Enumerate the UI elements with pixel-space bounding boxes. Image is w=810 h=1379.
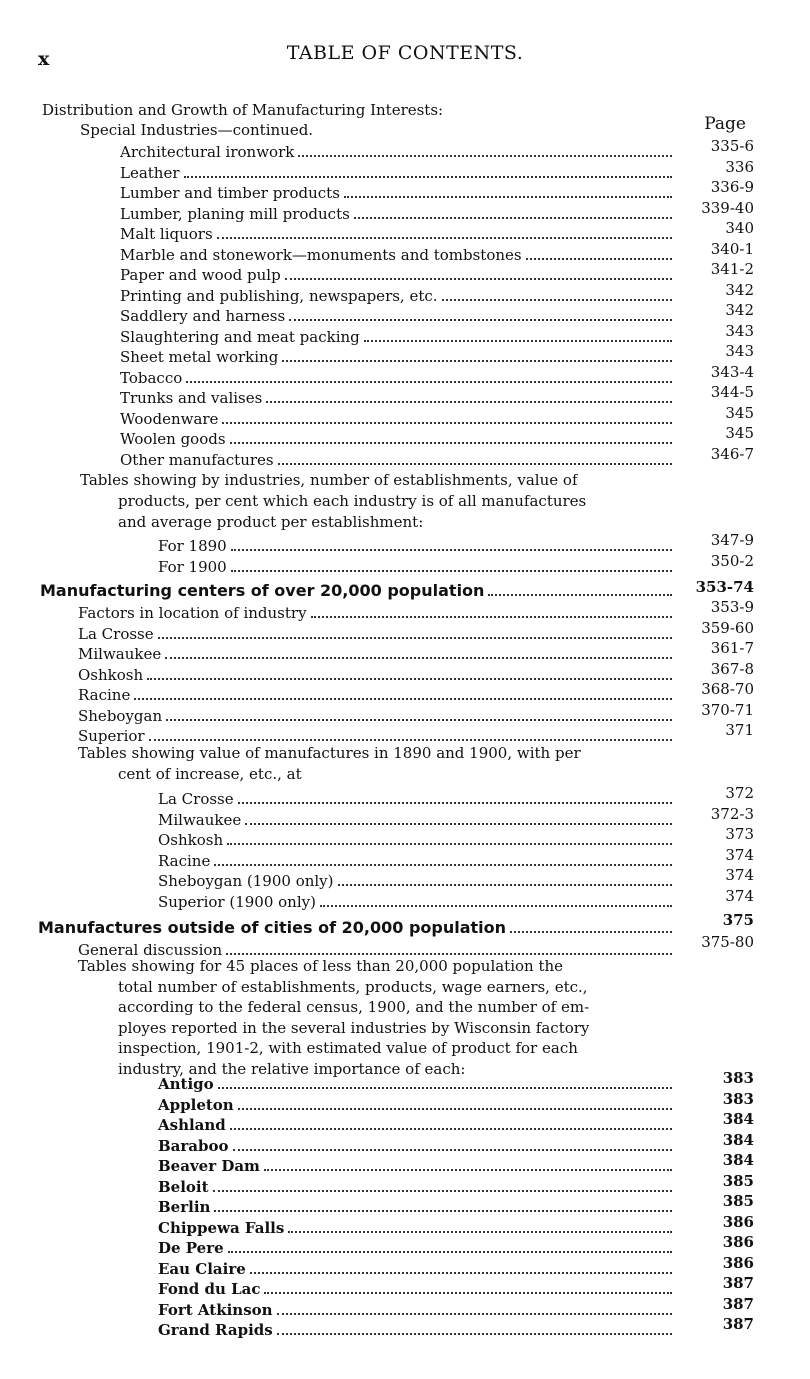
toc-entry-label: Beaver Dam <box>158 1157 260 1175</box>
toc-text-line: Tables showing for 45 places of less than 20,000 population the <box>78 957 564 975</box>
toc-page-number: 375 <box>722 911 754 929</box>
dot-leader <box>364 340 672 342</box>
toc-page-number: 350-2 <box>710 551 754 570</box>
toc-page-number: 385 <box>722 1171 754 1190</box>
toc-page-number: 343 <box>725 342 754 360</box>
dot-leader <box>147 678 672 680</box>
toc-entry <box>78 685 672 705</box>
toc-page-number: 374 <box>725 886 754 905</box>
toc-page-number: 385 <box>722 1192 754 1210</box>
toc-entry-label: Leather <box>120 163 180 182</box>
toc-entry <box>78 706 672 726</box>
toc-text-line: cent of increase, etc., at <box>118 765 302 783</box>
toc-entry <box>158 1177 672 1197</box>
toc-entry <box>158 1279 672 1299</box>
toc-entry <box>158 536 672 556</box>
toc-page-number: 340 <box>725 219 754 237</box>
dot-leader <box>230 1128 672 1130</box>
dot-leader <box>218 1087 672 1089</box>
toc-page-number: 386 <box>722 1233 754 1251</box>
toc-entry-label: For 1890 <box>158 537 227 555</box>
toc-entry-label: Racine <box>158 851 211 870</box>
toc-page-number: 367-8 <box>710 659 754 678</box>
dot-leader <box>214 1210 672 1212</box>
toc-entry <box>158 1095 672 1115</box>
dot-leader <box>311 616 672 618</box>
toc-entry <box>158 830 672 850</box>
toc-entry-label: Appleton <box>158 1095 234 1114</box>
page-number: x <box>38 48 50 70</box>
toc-text-line: ployes reported in the several industries by Wisconsin factory <box>118 1018 590 1037</box>
toc-entry <box>78 624 672 644</box>
toc-entry-label: Ashland <box>158 1116 226 1134</box>
dot-leader <box>186 381 672 383</box>
dot-leader <box>217 237 672 239</box>
toc-page-number: 345 <box>725 424 754 442</box>
dot-leader <box>233 1149 672 1151</box>
toc-entry <box>120 265 672 285</box>
toc-entry <box>120 163 672 183</box>
toc-page-number: 372 <box>725 784 754 802</box>
toc-entry <box>120 245 672 265</box>
toc-page-number: 361-7 <box>710 639 754 657</box>
toc-page-number: 368-70 <box>701 680 754 698</box>
dot-leader <box>228 1251 672 1253</box>
toc-entry <box>158 1156 672 1176</box>
toc-text-line: inspection, 1901-2, with estimated value of product for each <box>118 1039 578 1057</box>
toc-entry <box>120 224 672 244</box>
toc-entry-label: Lumber, planing mill products <box>120 204 350 223</box>
toc-text-line: total number of establishments, products, wage earners, etc., <box>118 977 588 996</box>
toc-entry <box>120 388 672 408</box>
dot-leader <box>230 442 672 444</box>
dot-leader <box>338 884 672 886</box>
dot-leader <box>245 823 672 825</box>
toc-entry <box>158 1136 672 1156</box>
dot-leader <box>226 953 672 955</box>
toc-entry-label: Oshkosh <box>158 831 224 849</box>
toc-page-number: 343-4 <box>710 362 754 381</box>
dot-leader <box>238 1108 672 1110</box>
toc-page-number: 372-3 <box>710 804 754 823</box>
dot-leader <box>488 594 672 596</box>
toc-page-number: 344-5 <box>710 383 754 401</box>
toc-page-number: 374 <box>725 866 754 884</box>
toc-entry <box>78 644 672 664</box>
toc-page-number: 353-74 <box>695 578 754 596</box>
subsection-title: Special Industries—continued. <box>80 121 314 139</box>
dot-leader <box>227 843 672 845</box>
toc-page-number: 359-60 <box>701 618 754 637</box>
toc-page-number: 374 <box>725 845 754 864</box>
toc-page-number: 384 <box>722 1151 754 1169</box>
dot-leader <box>266 401 672 403</box>
toc-entry <box>158 557 672 577</box>
toc-page-number: 375-80 <box>701 933 754 951</box>
toc-entry <box>158 810 672 830</box>
toc-entry <box>158 1238 672 1258</box>
toc-page-number: 340-1 <box>710 239 754 258</box>
dot-leader <box>510 931 672 933</box>
toc-page-number: 343 <box>725 321 754 340</box>
page-column-header: Page <box>704 114 746 134</box>
dot-leader <box>149 739 672 741</box>
toc-page-number: 383 <box>722 1089 754 1108</box>
toc-entry-label: Racine <box>78 686 131 704</box>
dot-leader <box>289 319 672 321</box>
toc-entry <box>78 603 672 623</box>
toc-entry <box>120 409 672 429</box>
toc-entry <box>120 204 672 224</box>
toc-entry <box>120 368 672 388</box>
dot-leader <box>277 1313 672 1315</box>
toc-entry-label: For 1900 <box>158 557 227 576</box>
toc-entry-label: Chippewa Falls <box>158 1218 285 1237</box>
dot-leader <box>526 258 672 260</box>
toc-entry-label: Architectural ironwork <box>120 143 295 161</box>
toc-entry-label: Superior <box>78 727 145 745</box>
toc-entry-label: Printing and publishing, newspapers, etc. <box>120 286 438 305</box>
dot-leader <box>278 463 672 465</box>
toc-text-line: Tables showing value of manufactures in 1890 and 1900, with per <box>78 744 581 762</box>
toc-text-line: and average product per establishment: <box>118 513 424 531</box>
toc-text-line: Tables showing by industries, number of establishments, value of <box>80 471 578 489</box>
dot-leader <box>320 905 672 907</box>
page-header: TABLE OF CONTENTS. <box>286 42 524 64</box>
toc-page-number: 345 <box>725 403 754 422</box>
toc-page-number: 384 <box>722 1130 754 1149</box>
toc-page-number: 387 <box>722 1274 754 1292</box>
dot-leader <box>285 278 672 280</box>
dot-leader <box>158 637 672 639</box>
section-title: Distribution and Growth of Manufacturing Interests: <box>42 101 444 119</box>
toc-entry <box>158 1300 672 1320</box>
dot-leader <box>165 657 672 659</box>
section-heading-centers <box>40 581 672 601</box>
toc-entry <box>158 1218 672 1238</box>
toc-entry-label: Other manufactures <box>120 450 274 469</box>
dot-leader <box>250 1272 672 1274</box>
toc-entry-label: Paper and wood pulp <box>120 266 281 284</box>
dot-leader <box>298 155 672 157</box>
toc-entry-label: Woodenware <box>120 409 219 428</box>
toc-entry <box>120 327 672 347</box>
toc-page-number: 383 <box>722 1069 754 1087</box>
toc-page-number: 386 <box>722 1253 754 1272</box>
toc-page-number: 347-9 <box>710 531 754 549</box>
toc-entry <box>78 665 672 685</box>
toc-text-line: industry, and the relative importance of each: <box>118 1059 466 1078</box>
toc-entry-label: Sheboygan (1900 only) <box>158 872 334 890</box>
toc-page-number: 373 <box>725 825 754 843</box>
toc-entry <box>120 183 672 203</box>
toc-entry <box>120 450 672 470</box>
toc-entry-label: Berlin <box>158 1198 211 1216</box>
toc-entry <box>120 347 672 367</box>
dot-leader <box>238 802 672 804</box>
toc-entry <box>158 1259 672 1279</box>
toc-entry-label: Slaughtering and meat packing <box>120 327 360 346</box>
toc-entry-label: Oshkosh <box>78 665 144 684</box>
toc-page-number: 341-2 <box>710 260 754 278</box>
dot-leader <box>282 360 672 362</box>
dot-leader <box>231 570 672 572</box>
toc-entry-label: Manufacturing centers of over 20,000 population <box>40 581 485 600</box>
toc-entry-label: Woolen goods <box>120 430 226 448</box>
toc-text-line: according to the federal census, 1900, and the number of em- <box>118 998 590 1016</box>
toc-page-number: 342 <box>725 301 754 319</box>
toc-entry-label: Milwaukee <box>158 810 242 829</box>
dot-leader <box>288 1231 672 1233</box>
dot-leader <box>442 299 672 301</box>
toc-entry-label: Manufactures outside of cities of 20,000 population <box>38 918 507 937</box>
toc-entry-label: Grand Rapids <box>158 1321 273 1339</box>
dot-leader <box>214 864 672 866</box>
toc-entry <box>158 1320 672 1340</box>
toc-page-number: 339-40 <box>701 198 754 217</box>
toc-entry-label: Marble and stonework—monuments and tombstones <box>120 245 522 264</box>
toc-entry <box>120 306 672 326</box>
toc-page-number: 387 <box>722 1315 754 1333</box>
toc-entry-label: Antigo <box>158 1075 214 1093</box>
toc-entry-label: Factors in location of industry <box>78 604 307 622</box>
toc-entry-label: Baraboo <box>158 1136 229 1155</box>
toc-entry-label: Saddlery and harness <box>120 307 286 325</box>
dot-leader <box>213 1190 672 1192</box>
toc-entry-label: Malt liquors <box>120 225 213 243</box>
toc-entry-label: Trunks and valises <box>120 389 263 407</box>
toc-entry-label: Beloit <box>158 1177 209 1196</box>
toc-entry-label: Eau Claire <box>158 1259 246 1278</box>
toc-page-number: 387 <box>722 1294 754 1313</box>
dot-leader <box>231 549 672 551</box>
toc-page-number: 384 <box>722 1110 754 1128</box>
toc-entry <box>158 892 672 912</box>
dot-leader <box>264 1292 672 1294</box>
toc-page-number: 335-6 <box>710 137 754 155</box>
dot-leader <box>354 217 672 219</box>
toc-entry-label: General discussion <box>78 941 223 959</box>
toc-entry <box>120 429 672 449</box>
toc-page-number: 370-71 <box>701 700 754 719</box>
dot-leader <box>222 422 672 424</box>
dot-leader <box>134 698 672 700</box>
toc-page-number: 386 <box>722 1212 754 1231</box>
toc-page-number: 336-9 <box>710 178 754 196</box>
toc-entry-label: Sheet metal working <box>120 348 279 366</box>
toc-entry-label: Superior (1900 only) <box>158 892 316 911</box>
toc-page-number: 353-9 <box>710 598 754 616</box>
dot-leader <box>344 196 672 198</box>
toc-page-number: 346-7 <box>710 444 754 463</box>
toc-entry-label: La Crosse <box>78 624 154 643</box>
toc-entry-label: Fort Atkinson <box>158 1300 273 1319</box>
toc-entry-label: Milwaukee <box>78 645 162 663</box>
section-heading-outside <box>38 918 672 938</box>
toc-entry <box>120 142 672 162</box>
toc-entry <box>158 1074 672 1094</box>
toc-text-line: products, per cent which each industry is of all manufactures <box>118 492 587 510</box>
toc-entry-label: Lumber and timber products <box>120 184 340 202</box>
toc-entry <box>158 871 672 891</box>
dot-leader <box>277 1333 672 1335</box>
toc-page-number: 342 <box>725 280 754 299</box>
toc-entry-label: Sheboygan <box>78 706 163 725</box>
dot-leader <box>264 1169 672 1171</box>
toc-entry-label: Fond du Lac <box>158 1280 261 1298</box>
toc-page-number: 336 <box>725 157 754 176</box>
toc-entry-label: La Crosse <box>158 790 234 808</box>
toc-entry <box>158 789 672 809</box>
toc-entry-label: De Pere <box>158 1239 224 1257</box>
toc-entry <box>158 1197 672 1217</box>
toc-entry <box>158 851 672 871</box>
dot-leader <box>184 176 672 178</box>
toc-entry <box>158 1115 672 1135</box>
toc-entry-label: Tobacco <box>120 368 183 387</box>
toc-entry <box>120 286 672 306</box>
toc-page-number: 371 <box>725 721 754 739</box>
dot-leader <box>166 719 672 721</box>
